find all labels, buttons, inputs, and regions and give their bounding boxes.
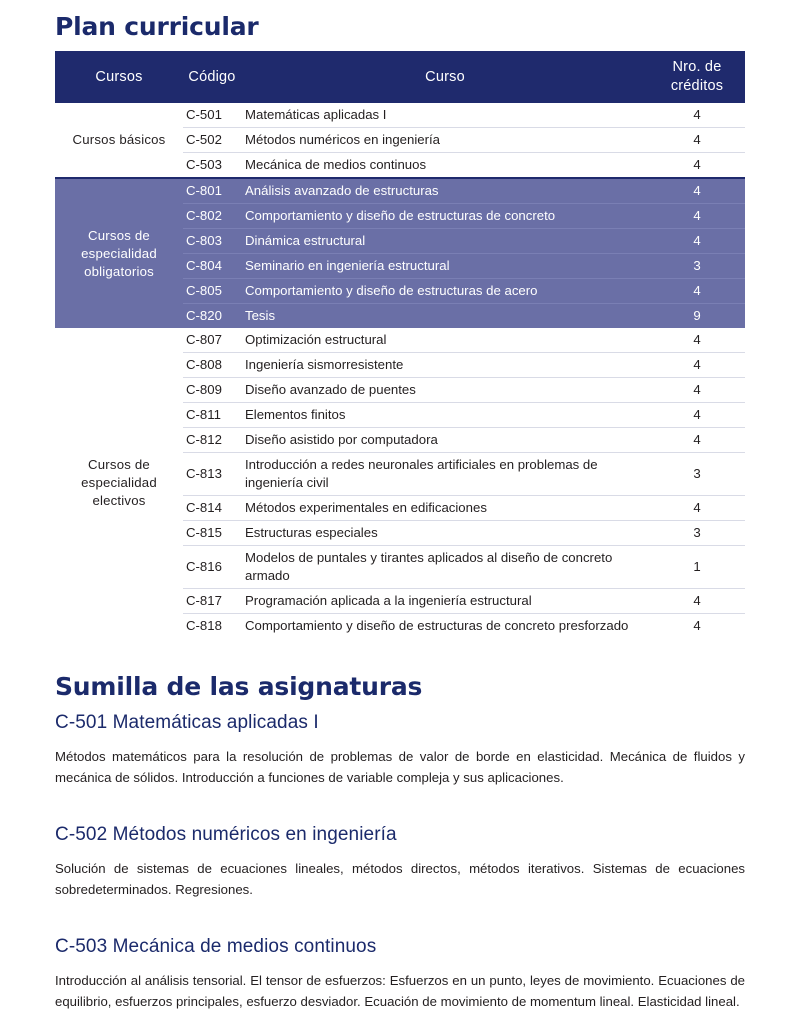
cell-course-credits: 4 [649,614,745,639]
group-label-elective: Cursos de especialidad electivos [55,328,183,638]
cell-course-name: Análisis avanzado de estructuras [241,178,649,204]
column-header-credits: Nro. de créditos [649,51,745,103]
sumilla-text: Introducción al análisis tensorial. El tensor de esfuerzos: Esfuerzos en un punto, leyes de movimiento. Ecuaciones de equilibrio, esfuerzos principales, esfuerzo desviador. Ecuación de movimiento de momentum lineal. Elasticidad lineal. [55,973,745,1009]
spacer-after-table [55,638,745,672]
cell-course-credits: 4 [649,353,745,378]
cell-course-credits: 4 [649,128,745,153]
cell-course-name: Diseño avanzado de puentes [241,378,649,403]
cell-course-name: Tesis [241,304,649,329]
cell-course-credits: 4 [649,229,745,254]
sumilla-block [55,710,745,788]
cell-course-code: C-815 [183,521,241,546]
cell-course-name: Comportamiento y diseño de estructuras de concreto presforzado [241,614,649,639]
table-header-row [55,51,745,103]
cell-course-code: C-802 [183,204,241,229]
cell-course-code: C-807 [183,328,241,353]
sumilla-section-title: Sumilla de las asignaturas [55,672,423,701]
spacer [55,736,745,746]
cell-course-credits: 4 [649,204,745,229]
curriculum-table [55,51,745,638]
cell-course-name: Ingeniería sismorresistente [241,353,649,378]
cell-course-credits: 4 [649,178,745,204]
group-label-required: Cursos de especialidad obligatorios [55,178,183,328]
cell-course-credits: 3 [649,453,745,496]
cell-course-name: Diseño asistido por computadora [241,428,649,453]
cell-course-name: Modelos de puntales y tirantes aplicados al diseño de concreto armado [241,546,649,589]
cell-course-name: Seminario en ingeniería estructural [241,254,649,279]
cell-course-code: C-805 [183,279,241,304]
sumilla-block [55,934,745,1012]
cell-course-code: C-817 [183,589,241,614]
cell-course-credits: 4 [649,378,745,403]
cell-course-code: C-816 [183,546,241,589]
cell-course-name: Mecánica de medios continuos [241,153,649,179]
table-body [55,103,745,638]
cell-course-name: Estructuras especiales [241,521,649,546]
cell-course-credits: 4 [649,496,745,521]
spacer [55,960,745,970]
cell-course-code: C-501 [183,103,241,128]
cell-course-code: C-502 [183,128,241,153]
column-header-course: Curso [241,51,649,103]
cell-course-code: C-814 [183,496,241,521]
cell-course-name: Optimización estructural [241,328,649,353]
cell-course-code: C-803 [183,229,241,254]
table-row [55,178,745,204]
cell-course-credits: 4 [649,103,745,128]
cell-course-credits: 4 [649,428,745,453]
cell-course-code: C-801 [183,178,241,204]
group-label-basic: Cursos básicos [55,103,183,178]
cell-course-code: C-813 [183,453,241,496]
cell-course-name: Métodos numéricos en ingeniería [241,128,649,153]
cell-course-code: C-808 [183,353,241,378]
cell-course-credits: 3 [649,521,745,546]
cell-course-code: C-503 [183,153,241,179]
cell-course-name: Elementos finitos [241,403,649,428]
cell-course-credits: 3 [649,254,745,279]
spacer [55,848,745,858]
cell-course-credits: 9 [649,304,745,329]
cell-course-code: C-812 [183,428,241,453]
sumilla-heading: C-502 Métodos numéricos en ingeniería [55,824,397,845]
cell-course-credits: 4 [649,328,745,353]
cell-course-credits: 4 [649,589,745,614]
sumilla-heading: C-503 Mecánica de medios continuos [55,936,377,957]
table-row [55,103,745,128]
cell-course-credits: 4 [649,153,745,179]
cell-course-name: Introducción a redes neuronales artificiales en problemas de ingeniería civil [241,453,649,496]
table-row [55,328,745,353]
sumilla-block [55,822,745,900]
cell-course-name: Comportamiento y diseño de estructuras de acero [241,279,649,304]
column-header-code: Código [183,51,241,103]
cell-course-credits: 4 [649,279,745,304]
cell-course-code: C-811 [183,403,241,428]
cell-course-code: C-804 [183,254,241,279]
cell-course-name: Matemáticas aplicadas I [241,103,649,128]
sumilla-heading: C-501 Matemáticas aplicadas I [55,712,319,733]
page-title: Plan curricular [55,12,259,41]
cell-course-name: Comportamiento y diseño de estructuras de concreto [241,204,649,229]
column-header-group: Cursos [55,51,183,103]
cell-course-credits: 4 [649,403,745,428]
cell-course-code: C-820 [183,304,241,329]
cell-course-credits: 1 [649,546,745,589]
sumilla-text: Métodos matemáticos para la resolución de problemas de valor de borde en elasticidad. Mecánica de fluidos y mecánica de sólidos. Introducción a funciones de variable compleja y sus aplicaciones. [55,749,745,785]
sumilla-text: Solución de sistemas de ecuaciones lineales, métodos directos, métodos iterativos. Sistemas de ecuaciones sobredeterminados. Regresiones. [55,861,745,897]
table-header [55,51,745,103]
cell-course-name: Métodos experimentales en edificaciones [241,496,649,521]
cell-course-code: C-818 [183,614,241,639]
cell-course-name: Dinámica estructural [241,229,649,254]
cell-course-name: Programación aplicada a la ingeniería estructural [241,589,649,614]
sumilla-list [55,710,745,1012]
cell-course-code: C-809 [183,378,241,403]
